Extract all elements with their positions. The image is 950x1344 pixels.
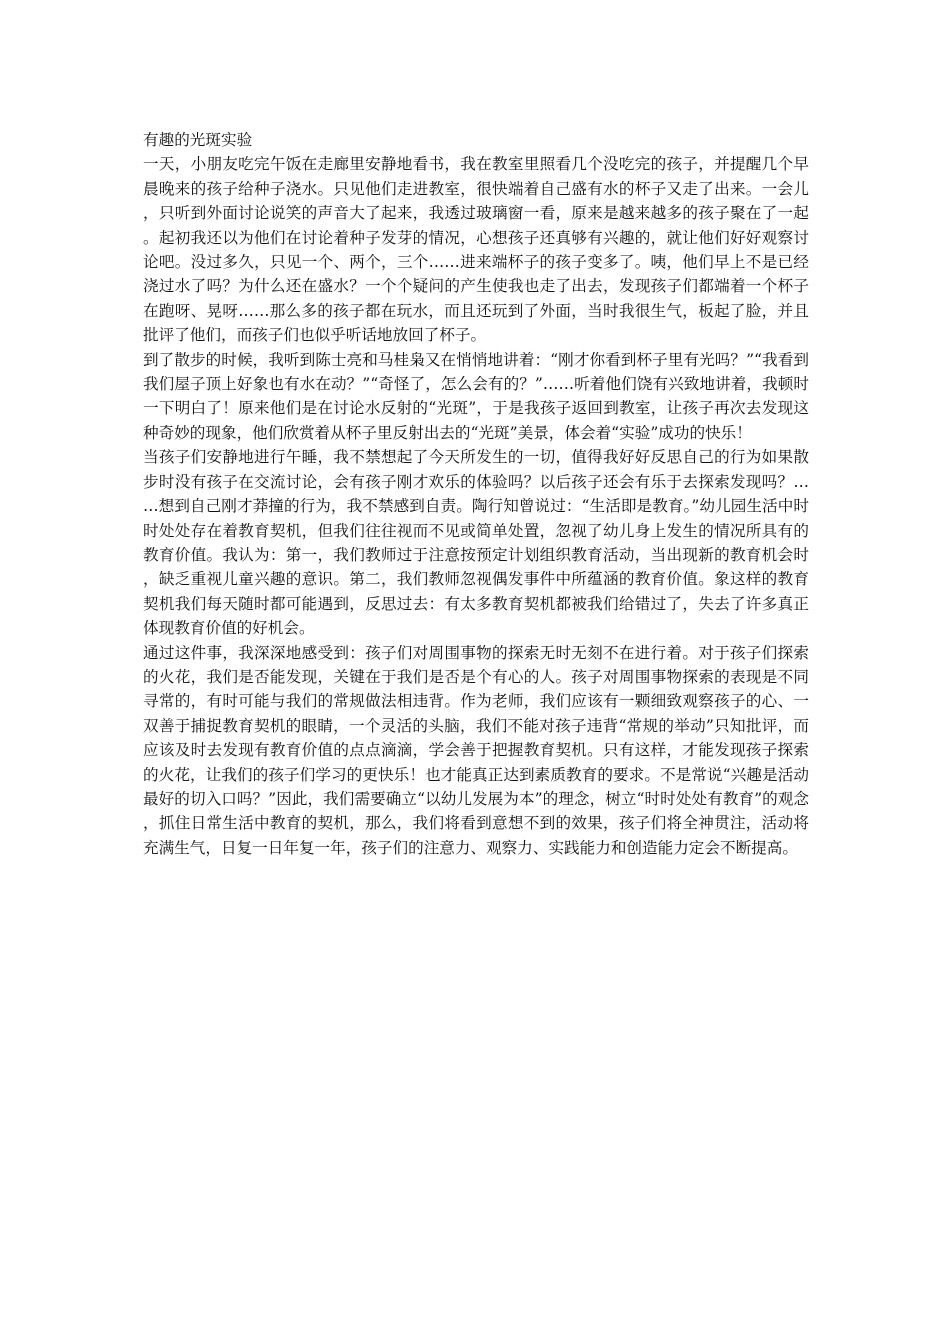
paragraph-light-spot-discovery: 到了散步的时候，我听到陈士亮和马桂枭又在悄悄地讲着：“刚才你看到杯子里有光吗？”“我看到我们屋子顶上好象也有水在动？”“奇怪了，怎么会有的？”……听着他们饶有兴致地讲着，我顿时一下明白了！原来他们是在讨论水反射的“光斑”，于是我孩子返回到教室，让孩子再次去发现这种奇妙的现象，他们欣赏着从杯子里反射出去的“光斑”美景，体会着“实验”成功的快乐！ xyxy=(143,350,809,442)
paragraph-conclusion: 通过这件事，我深深地感受到：孩子们对周围事物的探索无时无刻不在进行着。对于孩子们探索的火花，我们是否能发现，关键在于我们是否是个有心的人。孩子对周围事物探索的表现是不同寻常的，有时可能与我们的常规做法相违背。作为老师，我们应该有一颗细致观察孩子的心、一双善于捕捉教育契机的眼睛，一个灵活的头脑，我们不能对孩子违背“常规的举动”只知批评，而应该及时去发现有教育价值的点点滴滴，学会善于把握教育契机。只有这样，才能发现孩子探索的火花，让我们的孩子们学习的更快乐！也才能真正达到素质教育的要求。不是常说“兴趣是活动最好的切入口吗？”因此，我们需要确立“以幼儿发展为本”的理念，树立“时时处处有教育”的观念，抓住日常生活中教育的契机，那么，我们将看到意想不到的效果，孩子们将全神贯注，活动将充满生气，日复一日年复一年，孩子们的注意力、观察力、实践能力和创造能力定会不断提高。 xyxy=(143,643,809,857)
paragraph-lunch-water-story: 一天，小朋友吃完午饭在走廊里安静地看书，我在教室里照看几个没吃完的孩子，并提醒几个早晨晚来的孩子给种子浇水。只见他们走进教室，很快端着自己盛有水的杯子又走了出来。一会儿，只听到外面讨论说笑的声音大了起来，我透过玻璃窗一看，原来是越来越多的孩子聚在了一起。起初我还以为他们在讨论着种子发芽的情况，心想孩子还真够有兴趣的，就让他们好好观察讨论吧。没过多久，只见一个、两个，三个……进来端杯子的孩子变多了。咦，他们早上不是已经浇过水了吗？为什么还在盛水？一个个疑问的产生使我也走了出去，发现孩子们都端着一个杯子在跑呀、晃呀……那么多的孩子都在玩水，而且还玩到了外面，当时我很生气，板起了脸，并且批评了他们，而孩子们也似乎听话地放回了杯子。 xyxy=(143,155,809,345)
document-title: 有趣的光斑实验 xyxy=(143,131,253,149)
paragraph-teacher-reflection: 当孩子们安静地进行午睡，我不禁想起了今天所发生的一切，值得我好好反思自己的行为如果散步时没有孩子在交流讨论，会有孩子刚才欢乐的体验吗？以后孩子还会有乐于去探索发现吗？……想到自己刚才莽撞的行为，我不禁感到自责。陶行知曾说过：“生活即是教育。”幼儿园生活中时时处处存在着教育契机，但我们往往视而不见或简单处置，忽视了幼儿身上发生的情况所具有的教育价值。我认为：第一，我们教师过于注意按预定计划组织教育活动，当出现新的教育机会时，缺乏重视儿童兴趣的意识。第二，我们教师忽视偶发事件中所蕴涵的教育价值。象这样的教育契机我们每天随时都可能遇到，反思过去：有太多教育契机都被我们给错过了，失去了许多真正体现教育价值的好机会。 xyxy=(143,448,809,638)
document-body xyxy=(143,128,809,860)
